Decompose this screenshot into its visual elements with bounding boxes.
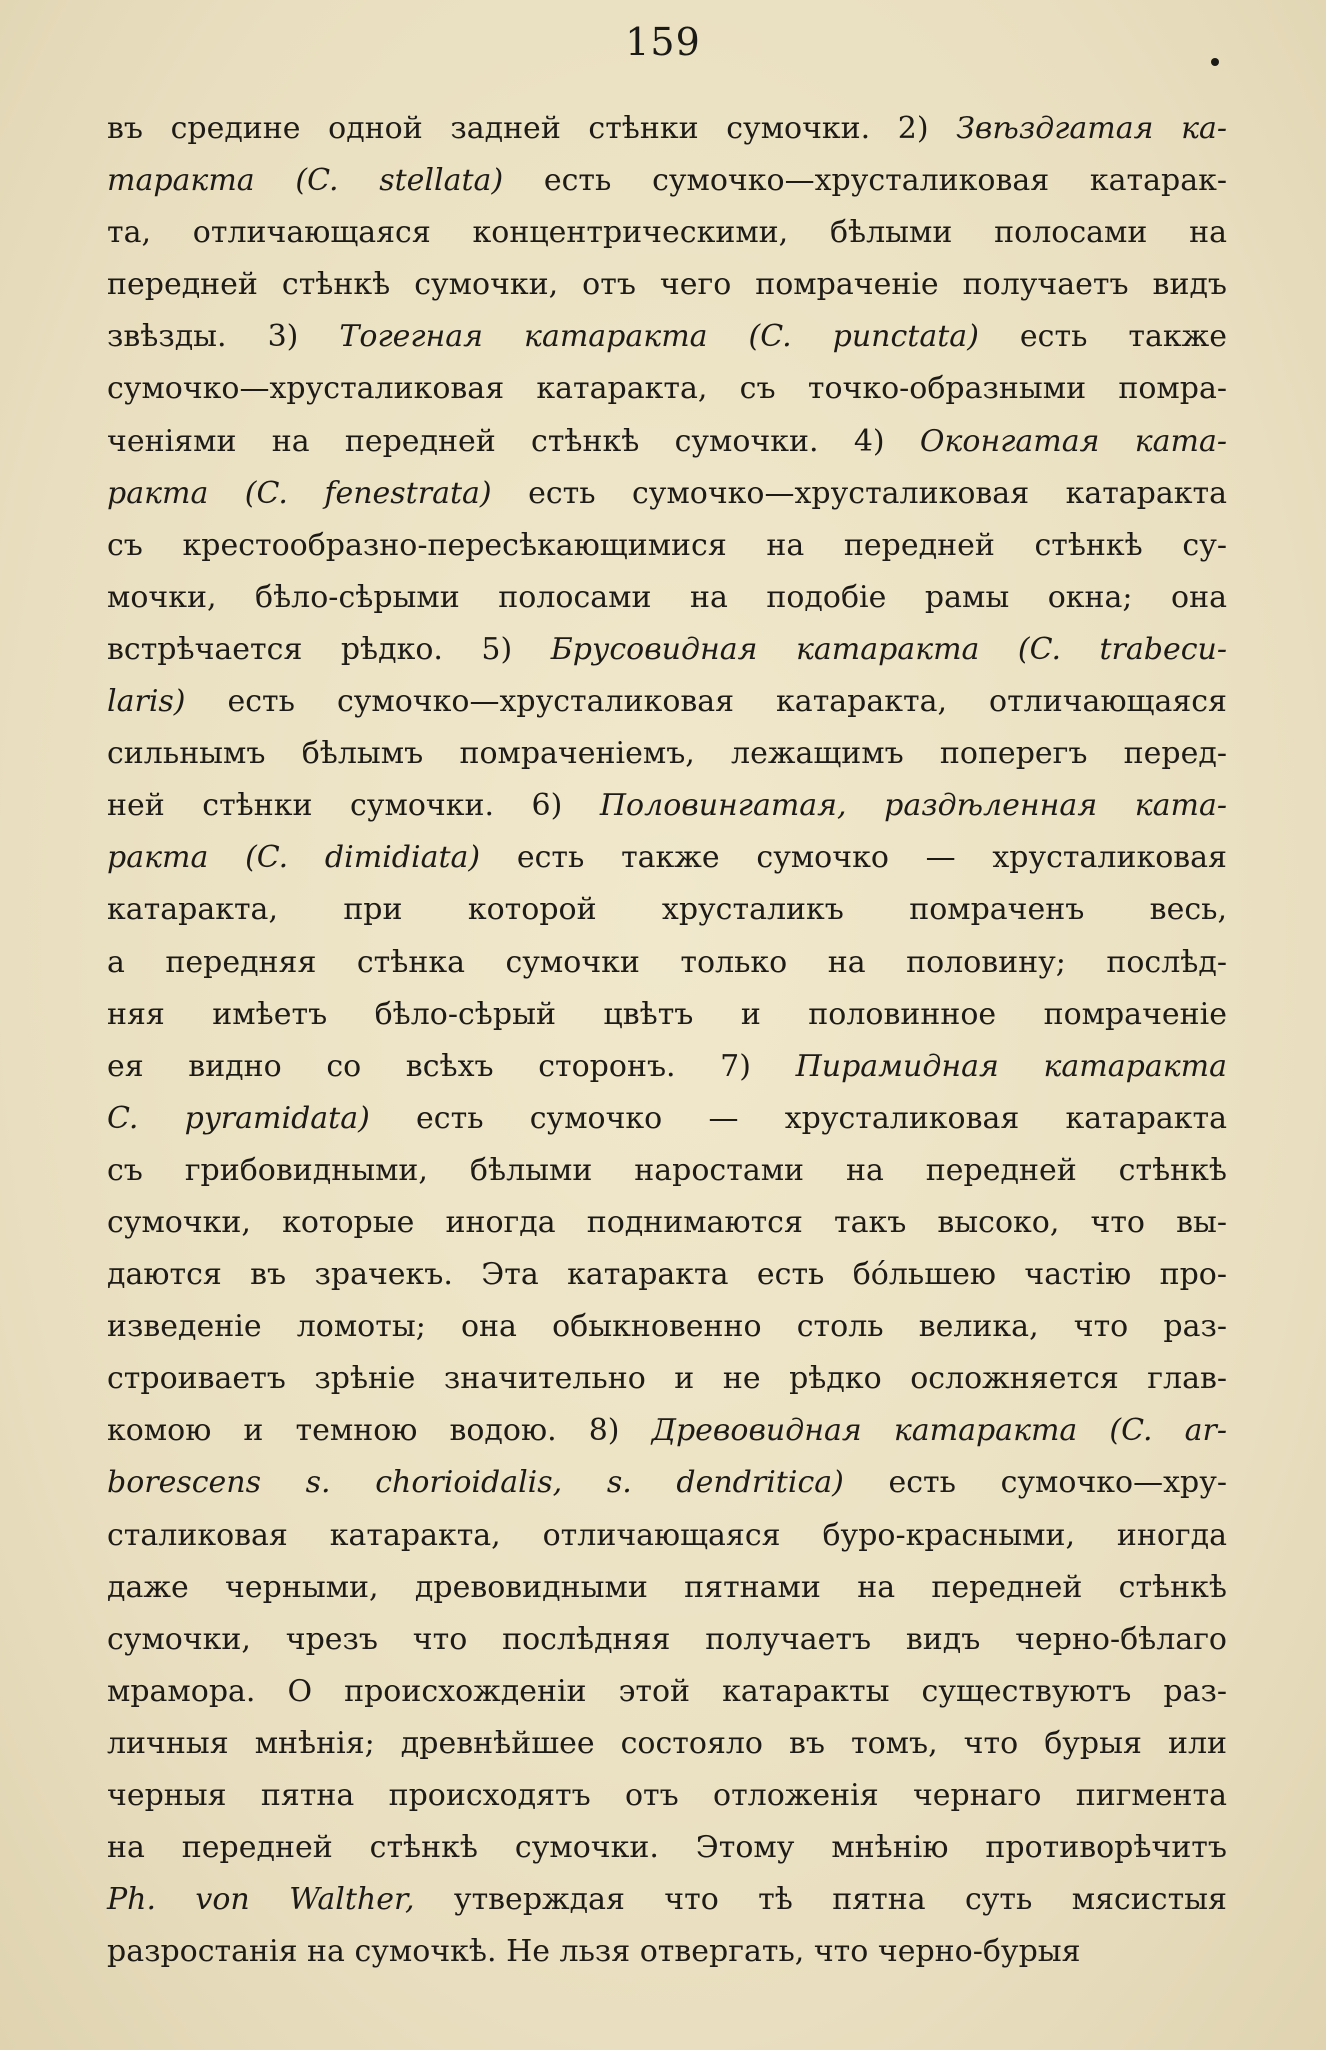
text-segment: встрѣчается рѣдко. 5) (107, 631, 551, 667)
italic-term: Ph. von Walther, (107, 1882, 415, 1918)
text-segment: передней стѣнкѣ сумочки, отъ чего помраченіе получаетъ видъ (107, 267, 1227, 303)
text-segment: сумочки, которые иногда поднимаются такъ высоко, что вы- (107, 1204, 1227, 1240)
text-segment: есть сумочко—хру- (843, 1465, 1228, 1501)
italic-term: C. pyramidata) (107, 1100, 370, 1136)
text-line (107, 103, 1227, 155)
text-line (107, 1926, 1227, 1978)
text-line (107, 1405, 1227, 1457)
text-segment: комою и темною водою. 8) (107, 1413, 652, 1449)
text-line (107, 1145, 1227, 1197)
text-line (107, 1457, 1227, 1509)
italic-term: Тогегная катаракта (C. punctata) (339, 319, 979, 355)
text-line (107, 363, 1227, 415)
text-line (107, 937, 1227, 989)
text-line (107, 572, 1227, 624)
text-line (107, 207, 1227, 259)
text-segment: съ грибовидными, бѣлыми наростами на передней стѣнкѣ (107, 1152, 1227, 1188)
text-segment: сумочко—хрусталиковая катаракта, съ точко-образными помра- (107, 371, 1227, 407)
text-segment: есть сумочко — хрусталиковая катаракта (369, 1100, 1227, 1136)
text-line (107, 1614, 1227, 1666)
text-segment: мочки, бѣло-сѣрыми полосами на подобіе рамы окна; она (107, 579, 1227, 615)
text-line (107, 416, 1227, 468)
text-line (107, 1718, 1227, 1770)
text-line (107, 1666, 1227, 1718)
text-segment: есть сумочко—хрусталиковая катаракта (491, 475, 1228, 511)
italic-term: Древовидная катаракта (C. ar- (651, 1413, 1227, 1449)
italic-term: таракта (C. stellata) (107, 163, 504, 199)
text-segment: личныя мнѣнія; древнѣйшее состояло въ томъ, что бурыя или (107, 1725, 1227, 1761)
text-line (107, 1041, 1227, 1093)
text-segment: ченіями на передней стѣнкѣ сумочки. 4) (107, 423, 920, 459)
text-segment: есть сумочко—хрусталиковая катарак- (503, 163, 1227, 199)
italic-term: Оконгатая ката- (919, 423, 1227, 459)
text-line (107, 1249, 1227, 1301)
text-segment: разростанія на сумочкѣ. Не льзя отвергать, что черно-бурыя (107, 1934, 1081, 1970)
text-segment: даже черными, древовидными пятнами на передней стѣнкѣ (107, 1569, 1227, 1605)
text-line (107, 1510, 1227, 1562)
text-line (107, 728, 1227, 780)
text-line (107, 311, 1227, 363)
text-segment: мрамора. О происхожденіи этой катаракты существуютъ раз- (107, 1673, 1227, 1709)
text-segment: есть сумочко—хрусталиковая катаракта, отличающаяся (185, 684, 1227, 720)
text-line (107, 155, 1227, 207)
text-line (107, 1093, 1227, 1145)
text-segment: на передней стѣнкѣ сумочки. Этому мнѣнію противорѣчитъ (107, 1830, 1227, 1866)
text-line (107, 468, 1227, 520)
text-line (107, 832, 1227, 884)
text-segment: есть также (978, 319, 1227, 355)
text-segment: даются въ зрачекъ. Эта катаракта есть бо́льшею частію про- (107, 1257, 1227, 1293)
italic-term: ракта (C. fenestrata) (107, 475, 492, 511)
text-segment: строиваетъ зрѣніе значительно и не рѣдко осложняется глав- (107, 1361, 1227, 1397)
italic-term: laris) (107, 684, 186, 720)
italic-term: Звѣздгатая ка- (956, 111, 1227, 146)
text-line (107, 624, 1227, 676)
text-segment: въ средине одной задней стѣнки сумочки. 2) (107, 111, 957, 146)
italic-term: borescens s. chorioidalis, s. dendritica) (107, 1465, 844, 1501)
body-text (107, 103, 1227, 1978)
text-segment: ней стѣнки сумочки. 6) (107, 788, 600, 824)
text-segment: сумочки, чрезъ что послѣдняя получаетъ видъ черно-бѣлаго (107, 1621, 1227, 1657)
text-segment: изведеніе ломоты; она обыкновенно столь велика, что раз- (107, 1309, 1227, 1345)
text-segment: есть также сумочко — хрусталиковая (480, 840, 1227, 876)
page-number: 159 (625, 20, 701, 64)
text-line (107, 676, 1227, 728)
text-line (107, 1770, 1227, 1822)
text-segment: утверждая что тѣ пятна суть мясистыя (414, 1882, 1227, 1918)
text-segment: сильнымъ бѣлымъ помраченіемъ, лежащимъ поперегъ перед- (107, 736, 1227, 772)
text-line (107, 884, 1227, 936)
text-line (107, 259, 1227, 311)
text-segment: съ крестообразно-пересѣкающимися на передней стѣнкѣ су- (107, 527, 1227, 563)
text-line (107, 989, 1227, 1041)
text-segment: та, отличающаяся концентрическими, бѣлыми полосами на (107, 215, 1227, 251)
text-segment: а передняя стѣнка сумочки только на половину; послѣд- (107, 944, 1227, 980)
text-segment: няя имѣетъ бѣло-сѣрый цвѣтъ и половинное помраченіе (107, 996, 1227, 1032)
italic-term: ракта (C. dimidiata) (107, 840, 481, 876)
text-line (107, 1822, 1227, 1874)
italic-term: Половингатая, раздѣленная ката- (599, 788, 1227, 824)
text-line (107, 1353, 1227, 1405)
text-line (107, 1197, 1227, 1249)
ink-dot (1211, 58, 1219, 66)
text-line (107, 1562, 1227, 1614)
text-line (107, 520, 1227, 572)
italic-term: Пирамидная катаракта (795, 1048, 1227, 1084)
text-segment: звѣзды. 3) (107, 319, 340, 355)
text-line (107, 780, 1227, 832)
italic-term: Брусовидная катаракта (C. trabecu- (550, 631, 1227, 667)
text-segment: катаракта, при которой хрусталикъ помраченъ весь, (107, 892, 1227, 928)
text-segment: ея видно со всѣхъ сторонъ. 7) (107, 1048, 796, 1084)
text-line (107, 1301, 1227, 1353)
text-segment: сталиковая катаракта, отличающаяся буро-красными, иногда (107, 1517, 1227, 1553)
text-segment: черныя пятна происходятъ отъ отложенія чернаго пигмента (107, 1778, 1227, 1813)
text-line (107, 1874, 1227, 1926)
